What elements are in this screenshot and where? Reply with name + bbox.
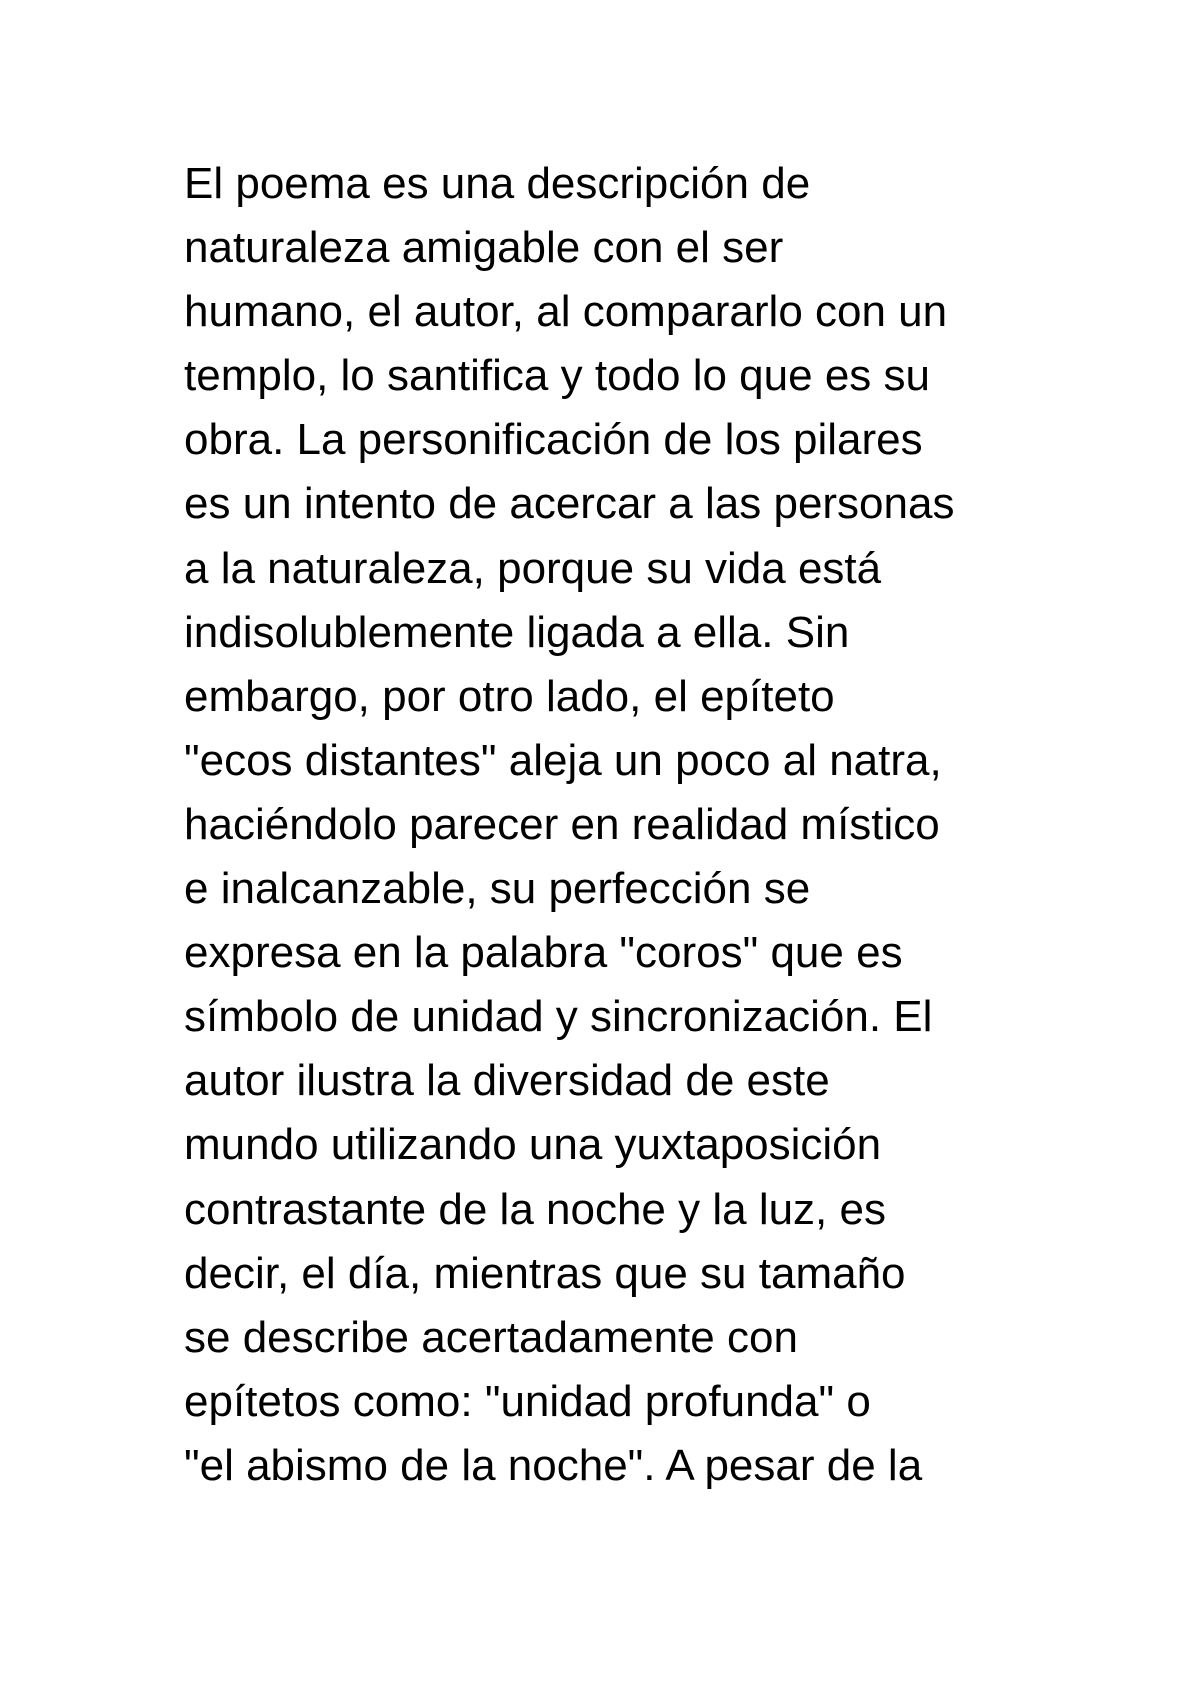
text-line: templo, lo santifica y todo lo que es su [184, 351, 930, 401]
text-line: mundo utilizando una yuxtaposición [184, 1120, 882, 1170]
text-line: es un intento de acercar a las personas [184, 479, 955, 529]
text-line: símbolo de unidad y sincronización. El [184, 992, 933, 1042]
text-line: haciéndolo parecer en realidad místico [184, 799, 940, 849]
text-line: autor ilustra la diversidad de este [184, 1056, 830, 1106]
text-line: "ecos distantes" aleja un poco al natra, [184, 735, 942, 785]
text-line: embargo, por otro lado, el epíteto [184, 671, 835, 721]
text-line: decir, el día, mientras que su tamaño [184, 1248, 906, 1298]
text-line: naturaleza amigable con el ser [184, 223, 784, 273]
body-paragraph [184, 152, 1064, 1498]
text-line: El poema es una descripción de [184, 159, 811, 208]
text-line: "el abismo de la noche". A pesar de la [184, 1440, 923, 1490]
text-line: humano, el autor, al compararlo con un [184, 287, 948, 337]
text-line: contrastante de la noche y la luz, es [184, 1184, 886, 1234]
text-line: se describe acertadamente con [184, 1312, 798, 1362]
text-line: epítetos como: "unidad profunda" o [184, 1376, 871, 1426]
text-line: e inalcanzable, su perfección se [184, 864, 811, 914]
text-line: obra. La personificación de los pilares [184, 415, 923, 465]
text-line: indisolublemente ligada a ella. Sin [184, 607, 850, 657]
text-line: a la naturaleza, porque su vida está [184, 543, 882, 593]
text-line: expresa en la palabra "coros" que es [184, 928, 903, 978]
